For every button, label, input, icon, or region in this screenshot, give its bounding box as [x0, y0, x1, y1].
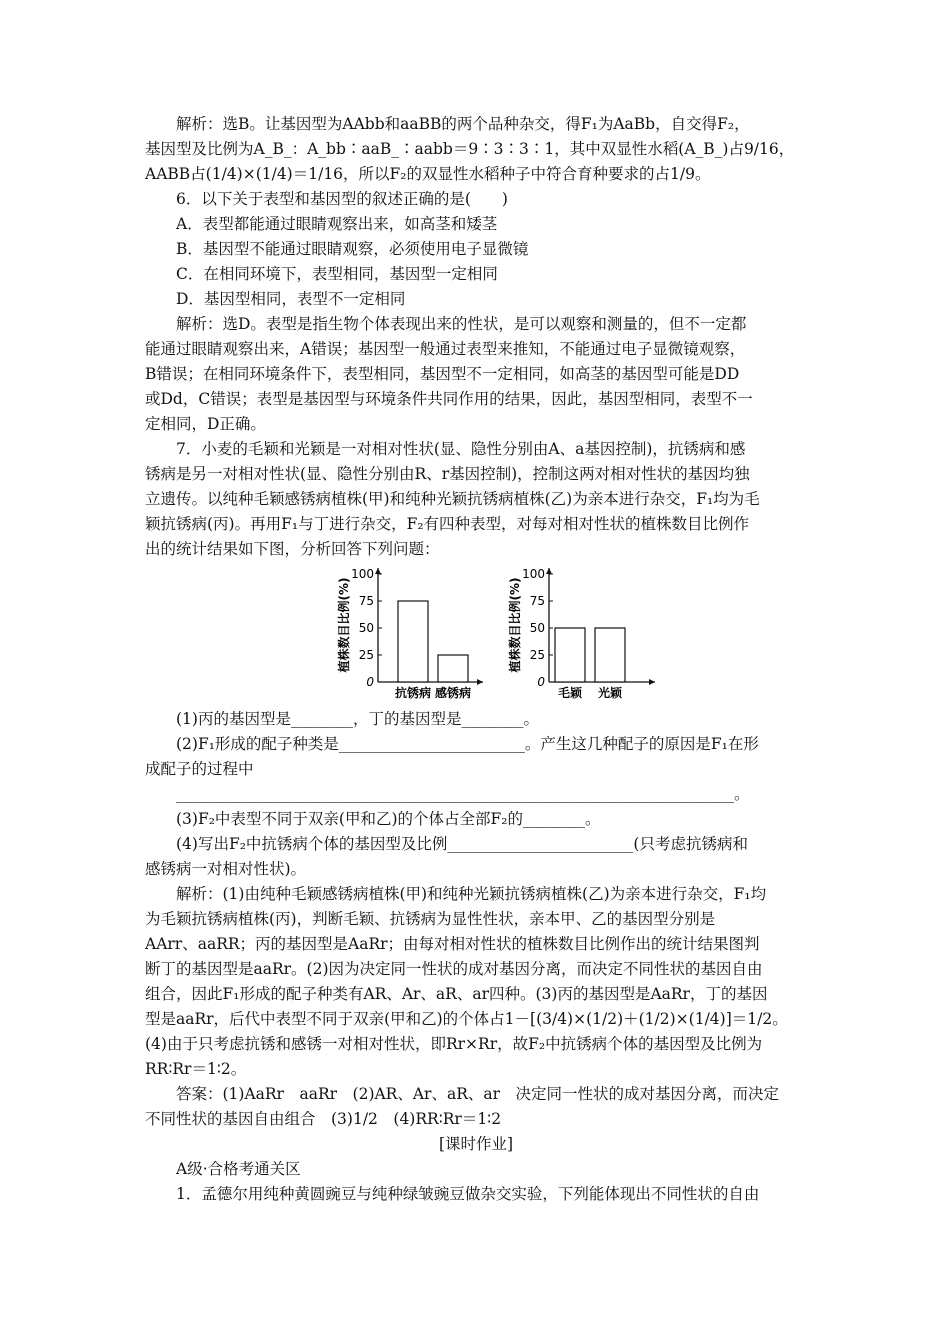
- text-block-bottom: [145, 707, 807, 1207]
- text-line: C．在相同环境下，表型相同，基因型一定相同: [176, 265, 498, 283]
- text-line: 能通过眼睛观察出来，A错误；基因型一般通过表型来推知，不能通过电子显微镜观察，: [145, 340, 746, 358]
- text-line: 定相同，D正确。: [145, 415, 266, 433]
- y-tick-label: 100: [522, 567, 545, 581]
- y-tick-label: 100: [351, 567, 374, 581]
- text-line: (1)丙的基因型是________，丁的基因型是________。: [176, 710, 539, 728]
- y-tick-label: 75: [529, 594, 545, 608]
- y-tick-label: 50: [529, 621, 545, 635]
- y-tick-label: 0: [366, 675, 374, 689]
- text-line: 型是aaRr，后代中表型不同于双亲(甲和乙)的个体占1－[(3/4)×(1/2)＋(1/2)×(1/4)]＝1/2。: [145, 1010, 788, 1028]
- text-line: 不同性状的基因自由组合 (3)1/2 (4)RR∶Rr＝1∶2: [145, 1110, 502, 1128]
- text-line: 组合，因此F₁形成的配子种类有AR、Ar、aR、ar四种。(3)丙的基因型是AaRr，丁的基因: [145, 985, 768, 1003]
- text-line: D．基因型相同，表型不一定相同: [176, 290, 406, 308]
- text-line: [课时作业]: [438, 1135, 514, 1153]
- bar: [595, 628, 625, 682]
- text-line: (3)F₂中表型不同于双亲(甲和乙)的个体占全部F₂的________。: [176, 810, 601, 828]
- x-tick-label: 毛颖: [557, 686, 583, 700]
- y-axis-label: 植株数目比例(%): [337, 577, 351, 673]
- text-line: AArr、aaRR；丙的基因型是AaRr；由每对相对性状的植株数目比例作出的统计结果图判: [145, 935, 760, 953]
- text-line: B．基因型不能通过眼睛观察，必须使用电子显微镜: [176, 240, 529, 258]
- y-axis-arrow: [546, 568, 552, 574]
- y-tick-label: 0: [537, 675, 545, 689]
- text-line: 为毛颖抗锈病植株(丙)，判断毛颖、抗锈病为显性性状，亲本甲、乙的基因型分别是: [145, 910, 716, 928]
- text-line: (4)由于只考虑抗锈和感锈一对相对性状，即Rr×Rr，故F₂中抗锈病个体的基因型及比例为: [145, 1035, 763, 1053]
- text-line: 1．孟德尔用纯种黄圆豌豆与纯种绿皱豌豆做杂交实验，下列能体现出不同性状的自由: [176, 1185, 760, 1203]
- x-axis-arrow: [477, 679, 483, 685]
- bar-charts: [145, 562, 807, 707]
- y-axis-label: 植株数目比例(%): [508, 577, 522, 673]
- text-line: 断丁的基因型是aaRr。(2)因为决定同一性状的成对基因分离，而决定不同性状的基因自由: [145, 960, 763, 978]
- y-tick-label: 25: [358, 648, 374, 662]
- text-line: A级·合格考通关区: [176, 1160, 301, 1178]
- y-tick-label: 75: [358, 594, 374, 608]
- text-line: AABB占(1/4)×(1/4)＝1/16，所以F₂的双显性水稻种子中符合育种要求的占1/9。: [145, 165, 711, 183]
- text-line: 立遗传。以纯种毛颖感锈病植株(甲)和纯种光颖抗锈病植株(乙)为亲本进行杂交，F₁均为毛: [145, 490, 760, 508]
- y-tick-label: 25: [529, 648, 545, 662]
- bar: [438, 655, 468, 682]
- text-line: (4)写出F₂中抗锈病个体的基因型及比例________________________(只考虑抗锈病和: [176, 835, 748, 853]
- text-line: RR∶Rr＝1∶2。: [145, 1060, 247, 1078]
- bar: [555, 628, 585, 682]
- text-line: 7．小麦的毛颖和光颖是一对相对性状(显、隐性分别由A、a基因控制)，抗锈病和感: [176, 440, 746, 458]
- text-line: 基因型及比例为A_B_：A_bb∶aaB_∶aabb＝9∶3∶3∶1，其中双显性水稻(A_B_)占9/16，: [145, 140, 795, 158]
- y-axis-arrow: [375, 568, 381, 574]
- text-line: 成配子的过程中: [145, 760, 254, 778]
- x-axis-arrow: [649, 679, 655, 685]
- text-line: 锈病是另一对相对性状(显、隐性分别由R、r基因控制)，控制这两对相对性状的基因均独: [145, 465, 750, 483]
- text-block-top: [145, 112, 807, 562]
- text-line: A．表型都能通过眼睛观察出来，如高茎和矮茎: [176, 215, 498, 233]
- text-line: 6．以下关于表型和基因型的叙述正确的是( ): [176, 190, 508, 208]
- text-line: 解析：选B。让基因型为AAbb和aaBB的两个品种杂交，得F₁为AaBb，自交得F₂，: [176, 115, 750, 133]
- text-line: 解析：(1)由纯种毛颖感锈病植株(甲)和纯种光颖抗锈病植株(乙)为亲本进行杂交，F₁均: [176, 885, 767, 903]
- text-line: ________________________________________________________________________。: [176, 785, 750, 803]
- y-tick-label: 50: [358, 621, 374, 635]
- text-line: 出的统计结果如下图，分析回答下列问题：: [145, 540, 440, 558]
- x-tick-label: 光颖: [597, 686, 623, 700]
- figure-charts: [145, 562, 807, 707]
- document-page: [145, 112, 807, 1207]
- text-line: (2)F₁形成的配子种类是________________________。产生这几种配子的原因是F₁在形: [176, 735, 759, 753]
- text-line: B错误；在相同环境条件下，表型相同，基因型不一定相同，如高茎的基因型可能是DD: [145, 365, 740, 383]
- text-line: 颖抗锈病(丙)。再用F₁与丁进行杂交，F₂有四种表型，对每对相对性状的植株数目比例作: [145, 515, 750, 533]
- text-line: 解析：选D。表型是指生物个体表现出来的性状，是可以观察和测量的，但不一定都: [176, 315, 747, 333]
- x-tick-label: 抗锈病: [394, 686, 432, 700]
- text-line: 感锈病一对相对性状)。: [145, 860, 307, 878]
- text-line: 或Dd，C错误；表型是基因型与环境条件共同作用的结果，因此，基因型相同，表型不一: [145, 390, 753, 408]
- x-tick-label: 感锈病: [434, 686, 472, 700]
- bar: [398, 601, 428, 682]
- text-line: 答案：(1)AaRr aaRr (2)AR、Ar、aR、ar 决定同一性状的成对基因分离，而决定: [176, 1085, 780, 1103]
